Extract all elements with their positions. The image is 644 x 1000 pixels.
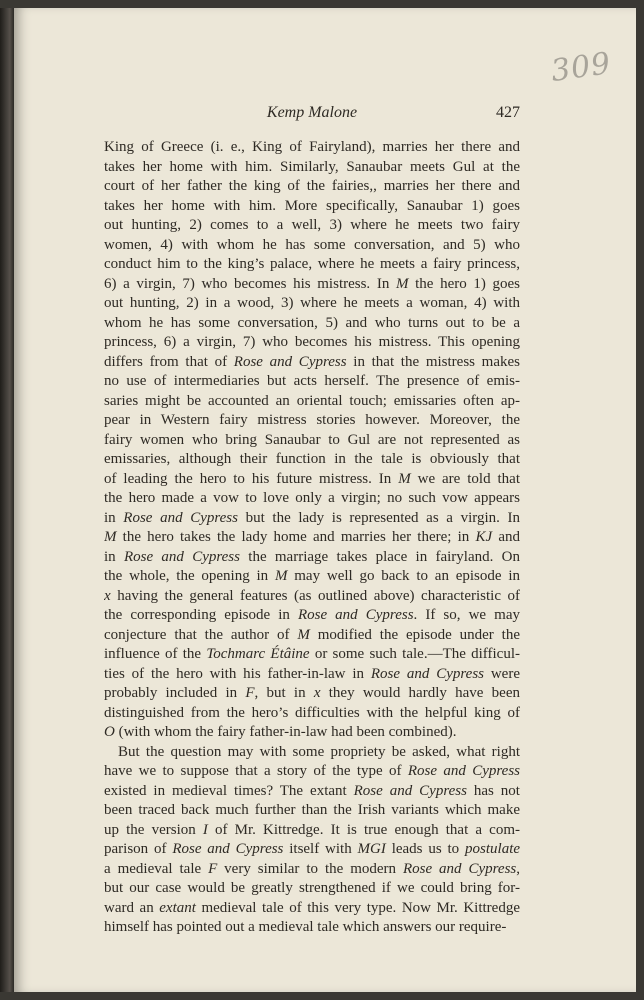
text-line: O (with whom the fairy father-in-law had been combined). [104, 724, 457, 740]
text-line: differs from that of Rose and Cypress in that the mistress makes [104, 353, 520, 370]
text-line: emissaries, although their function in the tale is obviously that [104, 451, 520, 467]
italic-text: Rose and Cypress [123, 509, 238, 526]
text-line: the whole, the opening in M may well go back to an episode in [104, 568, 520, 584]
running-head: Kemp Malone [266, 104, 358, 121]
text-line: pear in Western fairy mistress stories however. Moreover, the [104, 412, 520, 428]
text-line: existed in medieval times? The extant Rose and Cypress has not [104, 782, 520, 799]
page-header [104, 104, 520, 126]
text-line: distinguished from the hero’s difficulties with the helpful king of [104, 704, 520, 721]
text-line: court of her father the king of the fairies,, marries her there and [104, 178, 520, 194]
italic-text: Rose and Cypress [233, 353, 347, 370]
italic-text: Rose and Cypress [370, 665, 484, 682]
text-line: parison of Rose and Cypress itself with MGI leads us to postulate [104, 841, 520, 857]
text-line: the hero made a vow to love only a virgin; no such vow appears [104, 490, 520, 506]
text-line: out hunting, 2) comes to a well, 3) where he meets two fairy [104, 217, 520, 233]
text-line: out hunting, 2) in a wood, 3) where he meets a woman, 4) with [104, 295, 520, 311]
italic-text: extant [159, 899, 196, 916]
book-binding-shadow [0, 8, 14, 992]
italic-text: F [208, 860, 218, 877]
italic-text: KJ [475, 529, 493, 545]
italic-text: MGI [357, 841, 386, 857]
text-line: ward an extant medieval tale of this very type. Now Mr. Kittredge [104, 899, 520, 916]
italic-text: F [245, 685, 255, 701]
text-line: of leading the hero to his future mistress. In M we are told that [104, 470, 520, 487]
italic-text: M [395, 275, 409, 292]
text-line: saries might be accounted an oriental touch; emissaries often ap- [104, 392, 520, 409]
text-line: the corresponding episode in Rose and Cypress. If so, we may [104, 607, 520, 623]
italic-text: Tochmarc Étâine [206, 646, 310, 662]
text-line: 6) a virgin, 7) who becomes his mistress. In M the hero 1) goes [104, 275, 520, 292]
text-line: been traced back much further than the Irish variants which make [104, 802, 520, 818]
text-line: whom he has some conversation, 5) and who turns out to be a [104, 314, 520, 331]
text-line: a medieval tale F very similar to the modern Rose and Cypress, [104, 860, 520, 877]
text-line: King of Greece (i. e., King of Fairyland), marries her there and [104, 139, 520, 155]
text-line: takes her home with him. More specifically, Sanaubar 1) goes [104, 197, 520, 214]
italic-text: Rose and Cypress [353, 782, 467, 799]
text-line: influence of the Tochmarc Étâine or some such tale.—The difficul- [104, 646, 520, 662]
text-line: in Rose and Cypress but the lady is represented as a virgin. In [104, 509, 520, 526]
text-line: fairy women who bring Sanaubar to Gul are not represented as [104, 431, 520, 448]
italic-text: Rose and Cypress [172, 841, 284, 857]
italic-text: postulate [465, 841, 520, 857]
italic-text: x [104, 587, 111, 604]
italic-text: x [313, 685, 321, 701]
text-line: but our case would be greatly strengthened if we could bring for- [104, 880, 520, 896]
text-line: M the hero takes the lady home and marries her there; in KJ and [104, 529, 520, 545]
body-text [104, 138, 520, 938]
italic-text: M [297, 626, 310, 643]
text-line: have we to suppose that a story of the type of Rose and Cypress [104, 763, 520, 779]
italic-text: O [104, 724, 115, 740]
pencil-annotation: 309 [548, 45, 614, 90]
italic-text: I [202, 821, 208, 838]
text-line: x having the general features (as outlined above) characteristic of [104, 587, 520, 604]
italic-text: Rose and Cypress [402, 860, 517, 877]
italic-text: Rose and Cypress [407, 763, 520, 779]
italic-text: Rose and Cypress [123, 548, 240, 565]
text-line: But the question may with some propriety be asked, what right [118, 743, 520, 760]
text-line: takes her home with him. Similarly, Sanaubar meets Gul at the [104, 158, 520, 175]
text-line: women, 4) with whom he has some conversation, and 5) who [104, 236, 520, 253]
text-line: conduct him to the king’s palace, where he meets a fairy princess, [104, 256, 520, 272]
text-line: himself has pointed out a medieval tale which answers our require- [104, 919, 507, 935]
text-line: probably included in F, but in x they would hardly have been [104, 685, 520, 701]
italic-text: Rose and Cypress [297, 607, 414, 623]
text-line: conjecture that the author of M modified the episode under the [104, 626, 520, 643]
italic-text: M [398, 470, 411, 487]
text-line: up the version I of Mr. Kittredge. It is true enough that a com- [104, 821, 520, 838]
italic-text: M [274, 568, 288, 584]
italic-text: M [104, 529, 117, 545]
text-line: no use of intermediaries but acts herself. The presence of emis- [104, 373, 520, 389]
text-line: ties of the hero with his father-in-law in Rose and Cypress were [104, 665, 520, 682]
page-number: 427 [496, 104, 520, 121]
text-line: in Rose and Cypress the marriage takes place in fairyland. On [104, 548, 520, 565]
text-line: princess, 6) a virgin, 7) who becomes his mistress. This opening [104, 334, 520, 350]
